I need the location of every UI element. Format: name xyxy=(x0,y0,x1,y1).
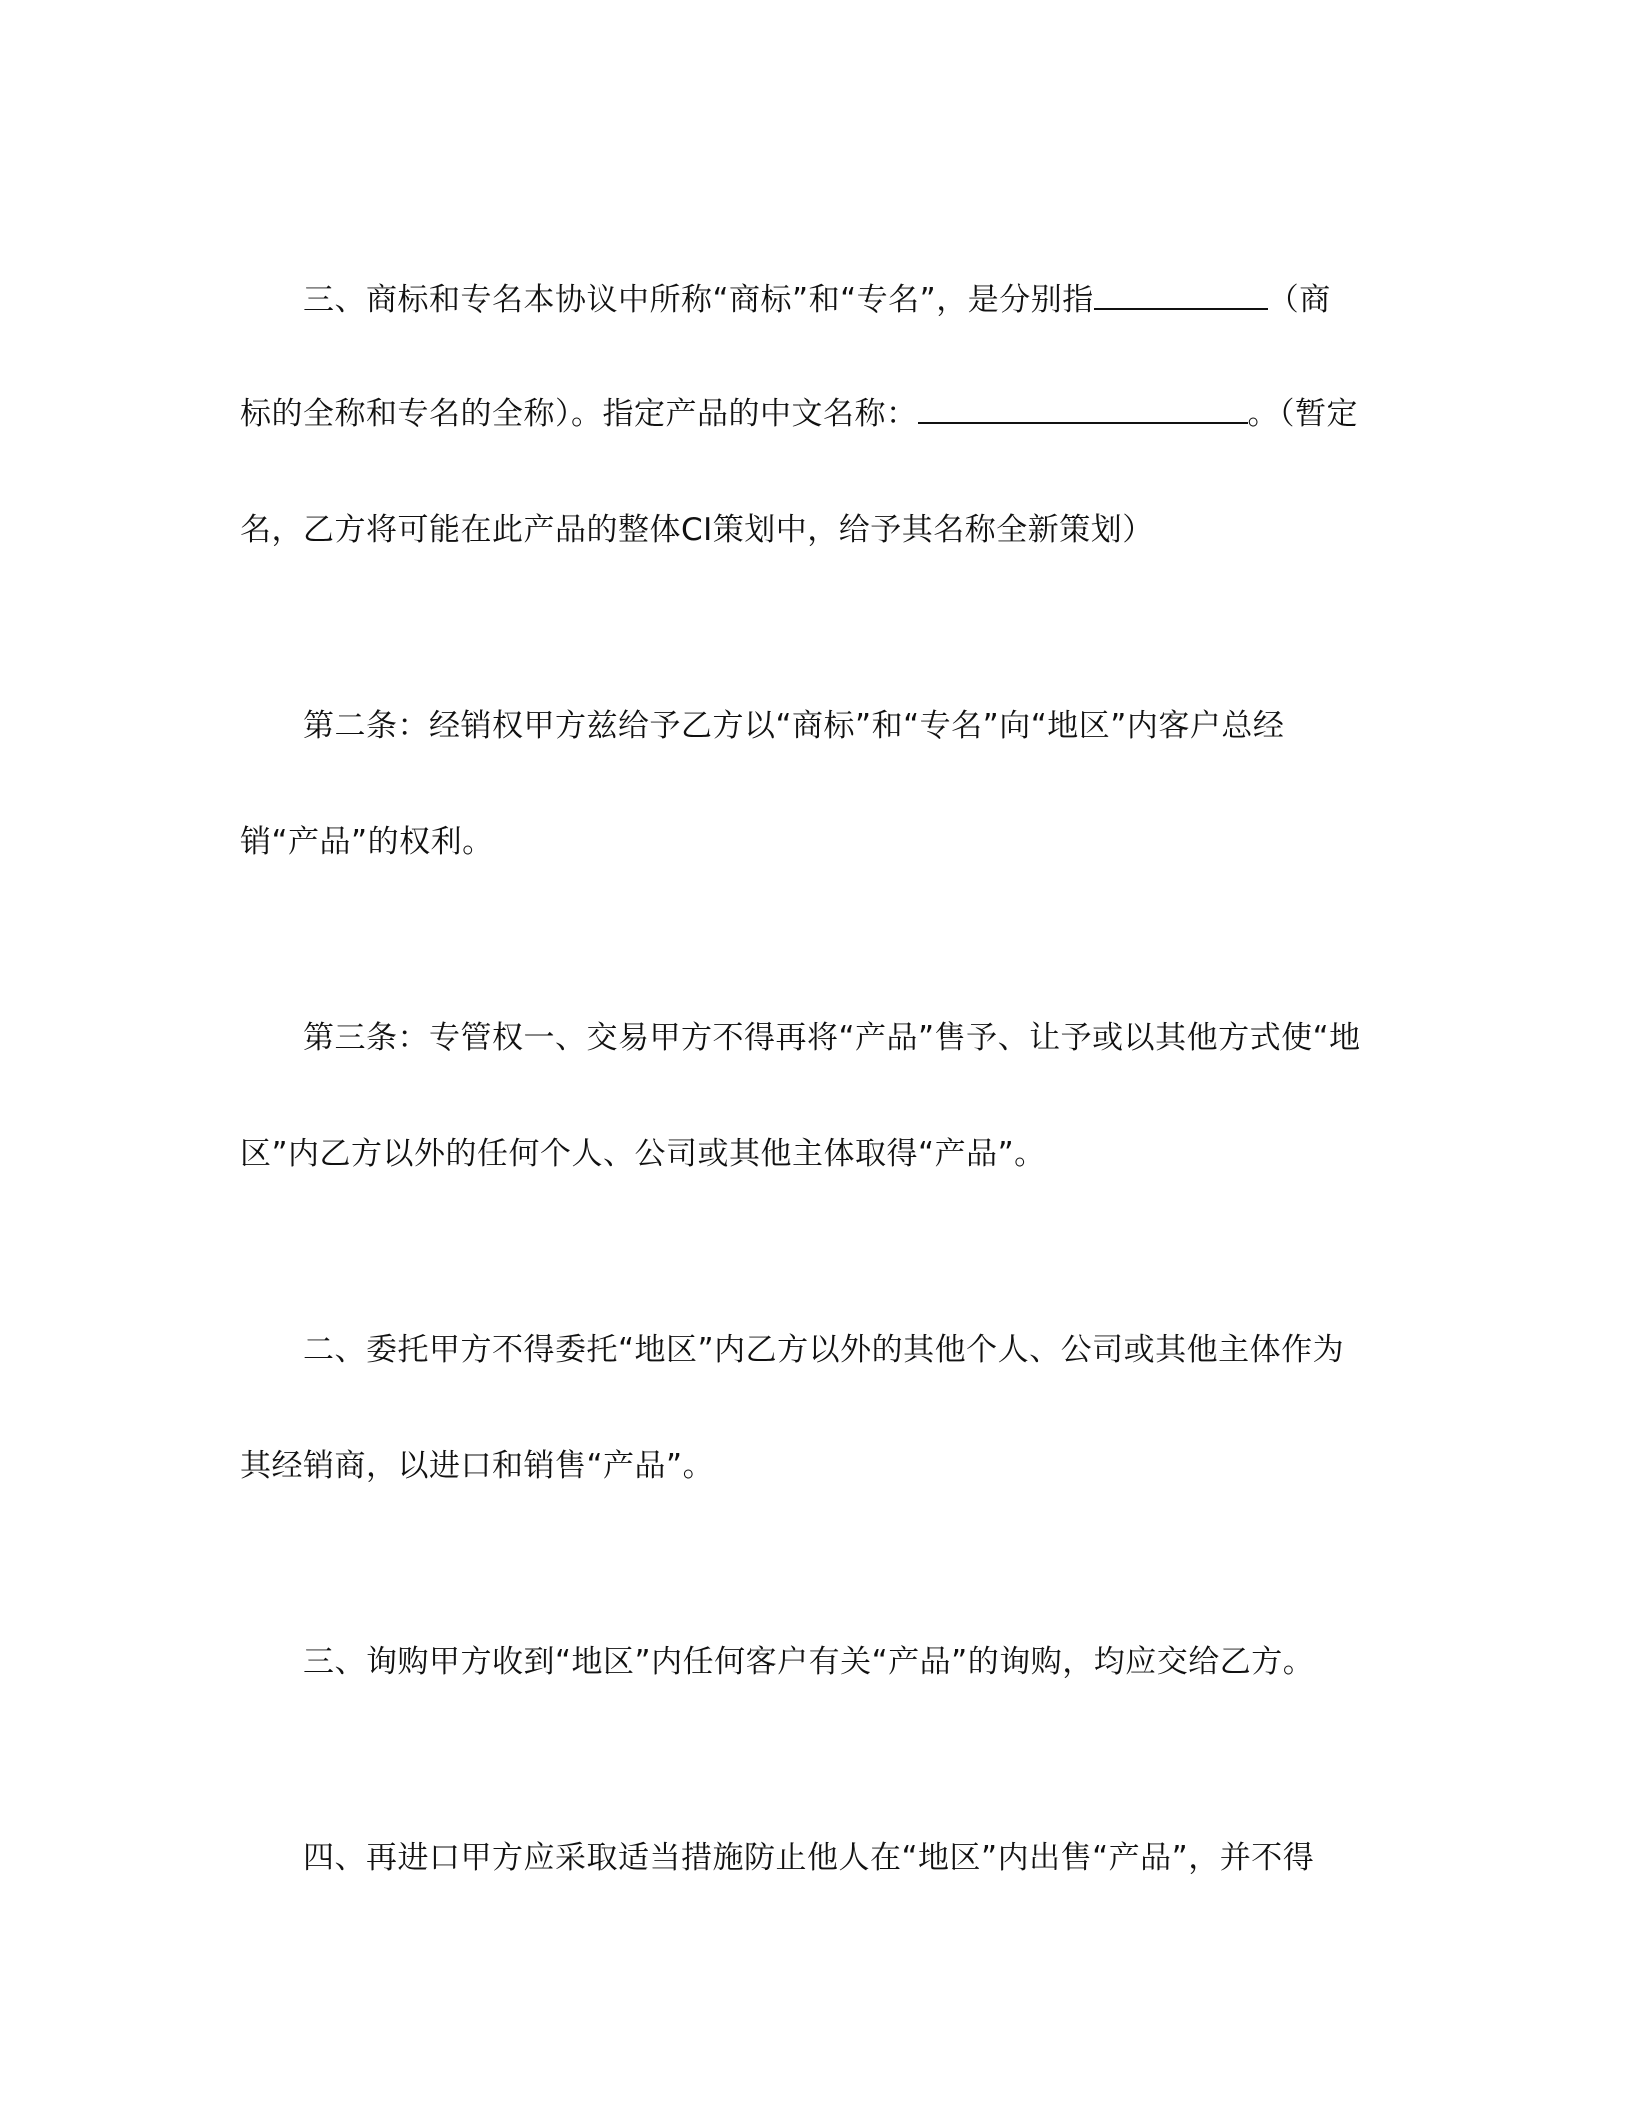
text-line xyxy=(240,1132,1046,1176)
clause-text: 其经销商，以进口和销售“产品”。 xyxy=(240,1448,715,1484)
clause-text: 第二条：经销权甲方兹给予乙方以“商标”和“专名”向“地区”内客户总经 xyxy=(240,708,1285,744)
text-line xyxy=(240,820,494,864)
text-line xyxy=(240,1016,1361,1060)
text-line xyxy=(240,508,1154,552)
text-line xyxy=(240,704,1284,748)
fill-blank-product-name xyxy=(918,394,1248,424)
text-line xyxy=(240,392,1358,436)
clause-text: 第三条：专管权一、交易甲方不得再将“产品”售予、让予或以其他方式使“地 xyxy=(240,1020,1361,1056)
clause-text: 销“产品”的权利。 xyxy=(240,824,494,860)
clause-text-tail: （商 xyxy=(1267,282,1331,318)
clause-text: 三、询购甲方收到“地区”内任何客户有关“产品”的询购，均应交给乙方。 xyxy=(240,1644,1315,1680)
clause-text-tail: 。（暂定 xyxy=(1247,396,1358,432)
text-line xyxy=(240,278,1331,322)
clause-text: 区”内乙方以外的任何个人、公司或其他主体取得“产品”。 xyxy=(240,1136,1046,1172)
clause-text: 三、商标和专名本协议中所称“商标”和“专名”，是分别指 xyxy=(240,282,1094,318)
clause-text: 标的全称和专名的全称）。指定产品的中文名称： xyxy=(240,396,918,432)
text-line xyxy=(240,1328,1344,1372)
clause-text: 二、委托甲方不得委托“地区”内乙方以外的其他个人、公司或其他主体作为 xyxy=(240,1332,1345,1368)
clause-text: 四、再进口甲方应采取适当措施防止他人在“地区”内出售“产品”，并不得 xyxy=(240,1840,1315,1876)
text-line xyxy=(240,1444,714,1488)
clause-text: 名，乙方将可能在此产品的整体CI策划中，给予其名称全新策划） xyxy=(240,512,1154,548)
text-line xyxy=(240,1836,1314,1880)
text-line xyxy=(240,1640,1314,1684)
fill-blank-trademark-name xyxy=(1094,280,1268,310)
